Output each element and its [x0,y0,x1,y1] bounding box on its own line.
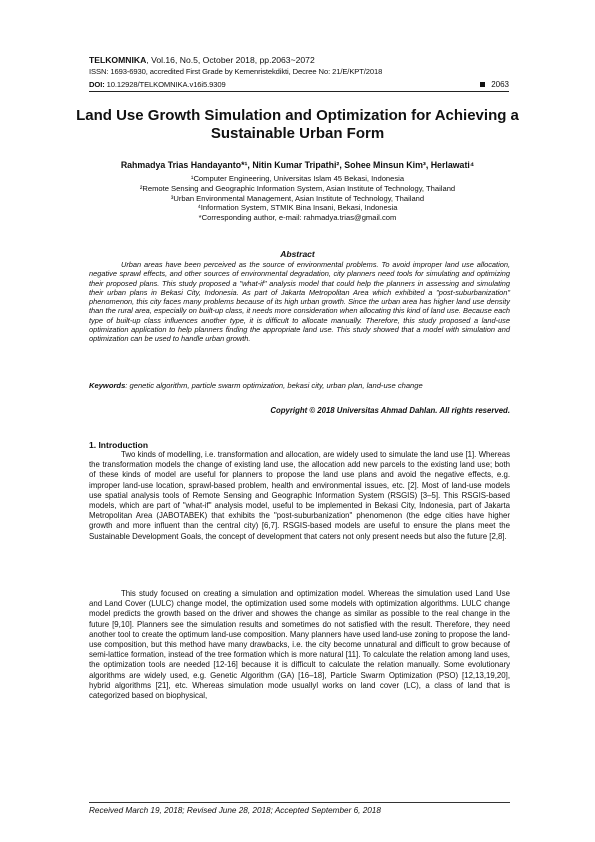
body-paragraph-1: Two kinds of modelling, i.e. transformation and allocation, are widely used to simulate the land use [1]. Whereas the transformation models the change of existing land use, the allocation add new parcels to the existing land use; both of these kinds of model are useful for planners to propose the land use plans and avoid the negative effects, e.g. improper land-use location, sprawl-based problem, health and environmental issues, etc. [2]. Most of land-use models use spatial analysis tools of Remote Sensing and Geographic Information System (RSGIS) [3–5]. This RSGIS-based models, which are part of "what-if" analysis model, useful to be implemented in Bekasi City, Indonesia, part of Jakarta Metropolitan Area (JABOTABEK) that exhibits the "post-suburbanization" phenomenon (the edge cities have higher growth and more influent than the central city) [6,7]. RSGIS-based models are useful to ensure the plans meet the Sustainable Development Goals, the concept of development that caters not only present needs but also the future [2,8]. [89,450,510,541]
copyright-notice: Copyright © 2018 Universitas Ahmad Dahlan. All rights reserved. [270,406,510,415]
affiliations [60,174,535,223]
square-bullet-icon [480,82,485,87]
journal-details: , Vol.16, No.5, October 2018, pp.2063~2072 [146,55,315,65]
affiliation-3: ³Urban Environmental Management, Asian Institute of Technology, Thailand [170,193,425,203]
page-number [480,80,509,89]
keywords-label: Keywords [89,381,126,390]
affiliation-1: ¹Computer Engineering, Universitas Islam 45 Bekasi, Indonesia [190,174,405,183]
header-divider [89,91,509,92]
doi-line [89,80,226,89]
issn-line: ISSN: 1693-6930, accredited First Grade by Kemenristekdikti, Decree No: 21/E/KPT/2018 [89,67,383,76]
abstract-text: Urban areas have been perceived as the source of environmental problems. To avoid improper land use allocation, negative sprawl effects, and other sources of environmental degradation, city planners need tools for simulating and optimizing their proposed plans. This study proposed a "what-if" analysis model that could help the planners in assessing and simulating their urban plans in Bekasi City, Indonesia. As part of Jakarta Metropolitan Area which exhibited a "post-suburbanization" phenomenon, this city faces many problems because of its high urban growth. Since the urban area has higher land use density than the rural area, especially on built-up class, it needs more consideration when allocating this kind of land use. Because each type of built-up class influences another type, it is difficult to allocate manually. Therefore, this study proposed a land-use optimization application to help planners finding the appropriate land use. This study showed that a model with simulation and optimization can be used to handle urban growth. [89,260,510,344]
page-number-text: 2063 [491,80,509,89]
paper-title: Land Use Growth Simulation and Optimization for Achieving a Sustainable Urban Form [76,107,519,142]
journal-name: TELKOMNIKA [89,55,147,65]
affiliation-2: ²Remote Sensing and Geographic Information System, Asian Institute of Technology, Thailand [139,183,456,193]
footer-divider [89,802,510,803]
body-paragraph-2: This study focused on creating a simulation and optimization model. Whereas the simulation used Land Use and Land Cover (LULC) change model, the optimization used some models with optimization algorithms. LULC change model predicts the growth based on the driver and showes the change as similar as possible to the real change in the future [9,10]. Planners see the simulation results and sometimes do not satisfied with the result. Therefore, they need another tool to create the optimum land-use composition. Many planners have used land-use zoning to propose the land-use composition, but this method have many drawbacks, i.e. the city become unnatural and difficult to grow because of semi-lattice formation, instead of the tree formation which is more natural [11]. To calculate the relation among land uses, the optimization tools are needed [12-16] because it is difficult to calculate the relation manually. Some evolutionary algorithms are widely used, e.g. Genetic Algorithm (GA) [16–18], Particle Swarm Optimization (PSO) [12,13,19,20], hybrid algorithms [21], etc. Whereas simulation mode usuallyl works on land cover (LC), a class of land that is categorized based on biophysical, [89,589,510,701]
received-dates: Received March 19, 2018; Revised June 28, 2018; Accepted September 6, 2018 [89,806,381,815]
journal-header [89,55,315,65]
author-list: Rahmadya Trias Handayanto*¹, Nitin Kumar Tripathi², Sohee Minsun Kim³, Herlawati⁴ [120,160,475,170]
doi-value: 10.12928/TELKOMNIKA.v16i5.9309 [104,80,226,89]
affiliation-4: ⁴Information System, STMIK Bina Insani, Bekasi, Indonesia [197,203,398,213]
abstract-heading: Abstract [280,249,315,259]
doi-label: DOI: [89,80,105,89]
keywords [89,381,510,390]
corresponding-author: *Corresponding author, e-mail: rahmadya.trias@gmail.com [198,213,397,223]
section-heading: 1. Introduction [89,440,149,450]
keywords-text: : genetic algorithm, particle swarm optimization, bekasi city, urban plan, land-use change [125,381,423,390]
